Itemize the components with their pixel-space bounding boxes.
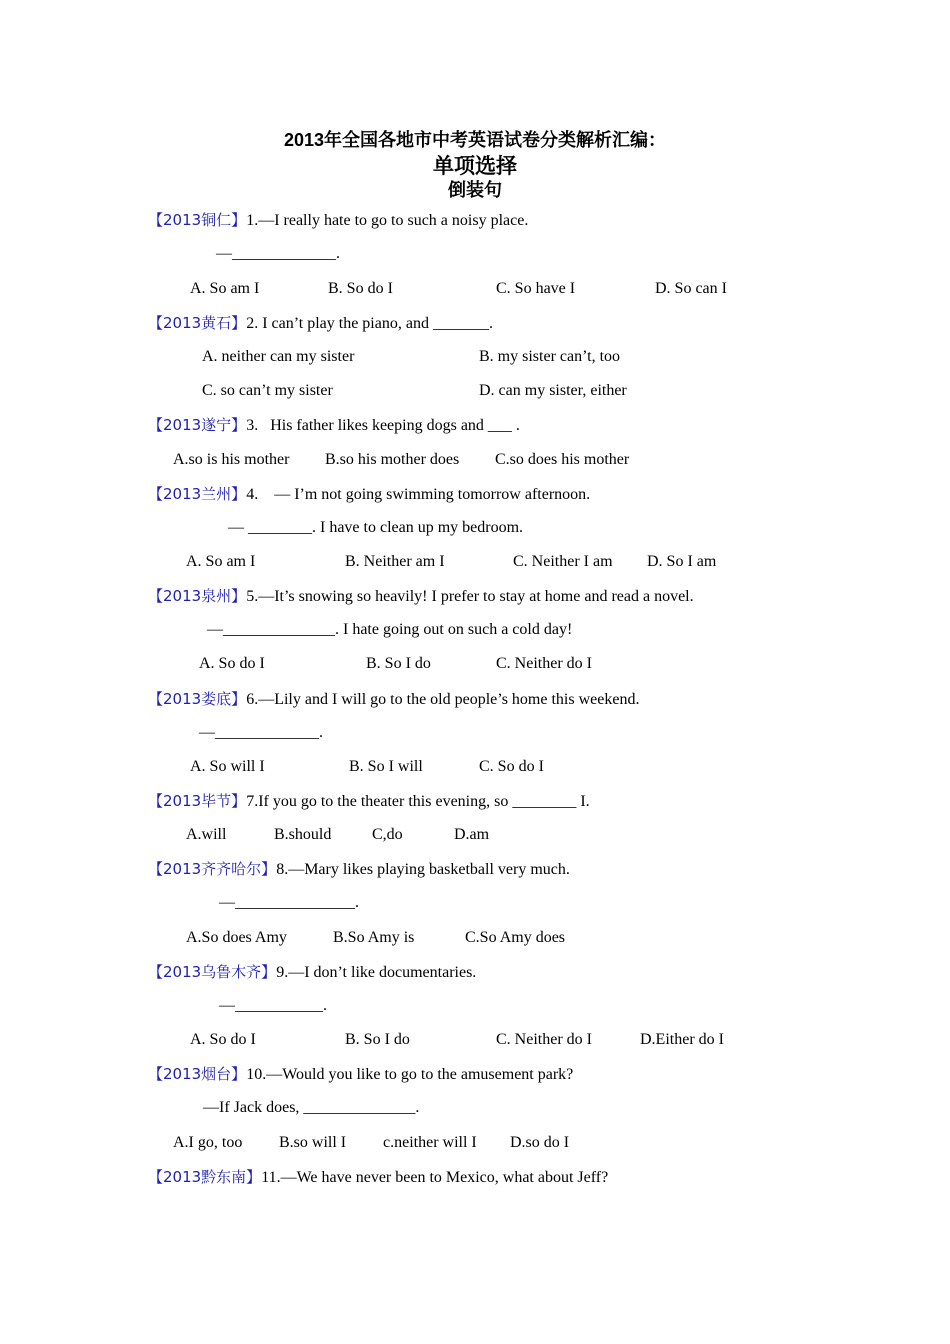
question-2-option-d: D. can my sister, either [479, 382, 627, 399]
question-2-option-a: A. neither can my sister [202, 348, 355, 365]
question-7-text: 7.If you go to the theater this evening, so ________ I. [246, 793, 590, 810]
question-5-option-a: A. So do I [199, 655, 265, 672]
question-1-option-b: B. So do I [328, 280, 393, 297]
question-7-option-d: D.am [454, 826, 490, 843]
question-9-option-b: B. So I do [345, 1031, 410, 1048]
question-11-text: 11.—We have never been to Mexico, what about Jeff? [261, 1169, 609, 1186]
question-6-source-tag: 【2013娄底】 [148, 690, 247, 708]
question-8-option-c: C.So Amy does [465, 929, 566, 946]
question-10-option-c: c.neither will I [383, 1134, 477, 1151]
question-2-stem [148, 313, 493, 334]
question-6-option-b: B. So I will [349, 758, 423, 775]
question-9-option-c: C. Neither do I [496, 1031, 592, 1048]
question-2-source-tag: 【2013黄石】 [148, 314, 247, 332]
question-8-reply: —_______________. [219, 894, 359, 911]
question-6-stem [148, 689, 639, 710]
section-title: 单项选择 [433, 155, 517, 178]
question-3-option-c: C.so does his mother [495, 451, 630, 468]
question-1-option-c: C. So have I [496, 280, 576, 297]
question-10-stem [148, 1064, 573, 1085]
question-7-option-a: A.will [186, 826, 227, 843]
question-4-source-tag: 【2013兰州】 [148, 485, 247, 503]
question-7-option-b: B.should [274, 826, 332, 843]
question-4-text: 4. — I’m not going swimming tomorrow afternoon. [246, 486, 591, 503]
question-1-reply: —_____________. [216, 245, 340, 262]
question-8-source-tag: 【2013齐齐哈尔】 [148, 860, 277, 878]
question-6-text: 6.—Lily and I will go to the old people’s home this weekend. [246, 691, 640, 708]
question-4-option-b: B. Neither am I [345, 553, 445, 570]
question-10-reply: —If Jack does, ______________. [203, 1099, 420, 1116]
question-11-source-tag: 【2013黔东南】 [148, 1168, 262, 1186]
question-3-text: 3. His father likes keeping dogs and ___ . [246, 417, 520, 434]
question-6-option-c: C. So do I [479, 758, 544, 775]
question-2-option-b: B. my sister can’t, too [479, 348, 621, 365]
question-9-text: 9.—I don’t like documentaries. [276, 964, 477, 981]
question-9-option-a: A. So do I [190, 1031, 256, 1048]
question-8-option-a: A.So does Amy [186, 929, 287, 946]
question-4-stem [148, 484, 590, 505]
question-1-stem [148, 210, 528, 231]
question-10-option-a: A.I go, too [173, 1134, 243, 1151]
question-8-stem [148, 859, 570, 880]
question-7-source-tag: 【2013毕节】 [148, 792, 247, 810]
question-1-source-tag: 【2013铜仁】 [148, 211, 247, 229]
question-4-option-d: D. So I am [647, 553, 717, 570]
question-3-stem [148, 415, 520, 436]
question-10-text: 10.—Would you like to go to the amusement park? [246, 1066, 574, 1083]
question-8-text: 8.—Mary likes playing basketball very much. [276, 861, 570, 878]
question-10-option-d: D.so do I [510, 1134, 570, 1151]
question-4-reply: — ________. I have to clean up my bedroom. [228, 519, 524, 536]
question-6-reply: —_____________. [199, 724, 323, 741]
question-10-source-tag: 【2013烟台】 [148, 1065, 247, 1083]
subsection-title: 倒装句 [448, 180, 502, 200]
question-5-option-c: C. Neither do I [496, 655, 592, 672]
question-5-reply: —______________. I hate going out on such a cold day! [207, 621, 573, 638]
question-5-option-b: B. So I do [366, 655, 431, 672]
question-5-text: 5.—It’s snowing so heavily! I prefer to stay at home and read a novel. [246, 588, 694, 605]
question-5-stem [148, 586, 694, 607]
question-1-text: 1.—I really hate to go to such a noisy place. [246, 212, 529, 229]
document-title: 2013年全国各地市中考英语试卷分类解析汇编： [283, 130, 667, 150]
question-4-option-c: C. Neither I am [513, 553, 613, 570]
question-4-option-a: A. So am I [186, 553, 256, 570]
question-7-stem [148, 791, 590, 812]
question-3-option-b: B.so his mother does [325, 451, 460, 468]
question-9-reply: —___________. [219, 997, 327, 1014]
question-11-stem [148, 1167, 608, 1188]
question-1-option-a: A. So am I [190, 280, 260, 297]
question-6-option-a: A. So will I [190, 758, 265, 775]
question-5-source-tag: 【2013泉州】 [148, 587, 247, 605]
question-9-stem [148, 962, 476, 983]
question-2-text: 2. I can’t play the piano, and _______. [246, 315, 493, 332]
question-9-source-tag: 【2013乌鲁木齐】 [148, 963, 277, 981]
question-8-option-b: B.So Amy is [333, 929, 415, 946]
question-3-option-a: A.so is his mother [173, 451, 290, 468]
question-2-option-c: C. so can’t my sister [202, 382, 333, 399]
question-9-option-d: D.Either do I [640, 1031, 724, 1048]
question-7-option-c: C,do [372, 826, 403, 843]
question-10-option-b: B.so will I [279, 1134, 347, 1151]
question-3-source-tag: 【2013遂宁】 [148, 416, 247, 434]
question-1-option-d: D. So can I [655, 280, 727, 297]
